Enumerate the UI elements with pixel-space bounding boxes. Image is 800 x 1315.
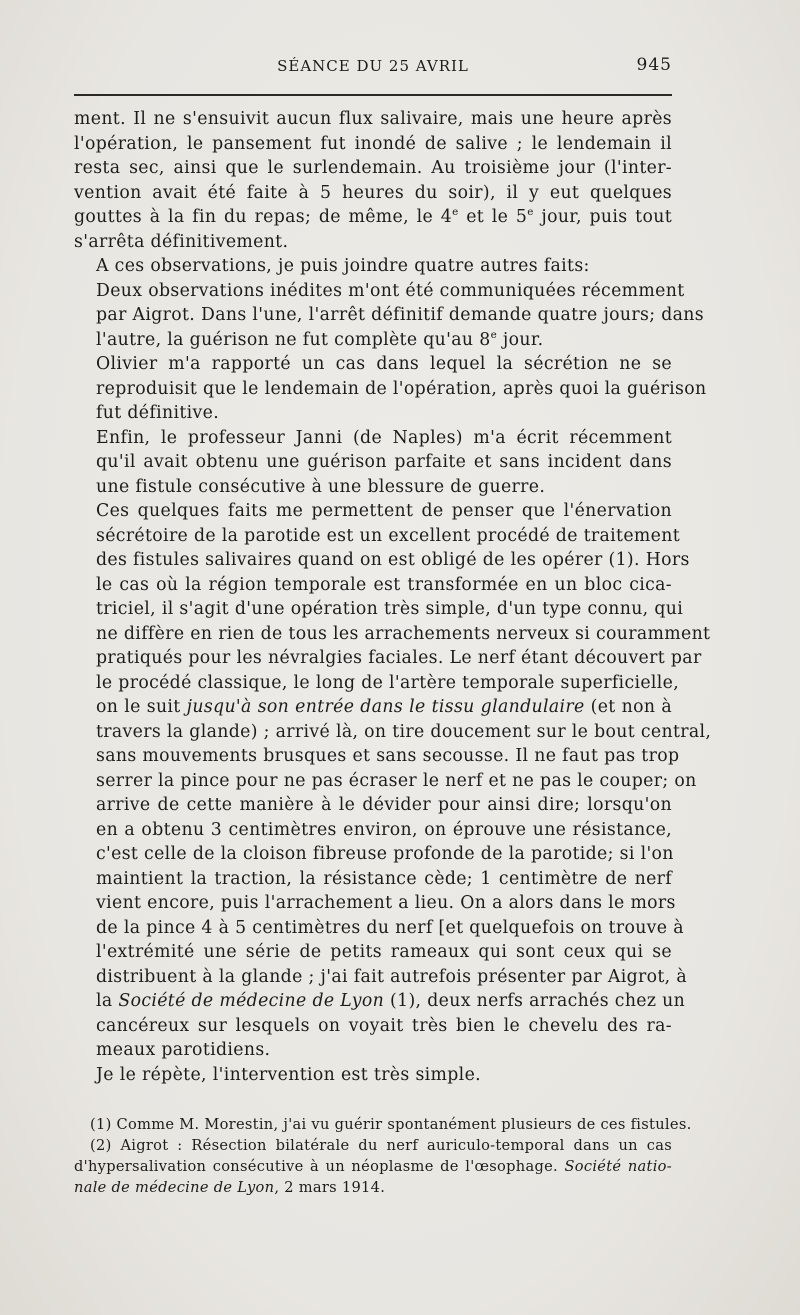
text-line: ne diffère en rien de tous les arrachements nerveux si couramment: [96, 623, 711, 644]
footnote-1: (1) Comme M. Morestin, j'ai vu guérir spontanément plusieurs de ces fistules.: [90, 1116, 692, 1133]
text-line: l'opération, le pansement fut inondé de salive ; le lendemain il: [74, 133, 672, 154]
text-line: vention avait été faite à 5 heures du soir), il y eut quelques: [74, 182, 672, 203]
running-title: SÉANCE DU 25 AVRIL: [277, 57, 469, 75]
text-line: triciel, il s'agit d'une opération très simple, d'un type connu, qui: [96, 599, 684, 619]
text-line: Je le répète, l'intervention est très simple.: [96, 1064, 481, 1085]
text-line: distribuent à la glande ; j'ai fait autrefois présenter par Aigrot, à: [96, 966, 688, 987]
page-number: 945: [636, 55, 672, 75]
text-line: gouttes à la fin du repas; de même, le 4e et le 5e jour, puis tout: [74, 206, 672, 227]
text-line: s'arrêta définitivement.: [74, 231, 289, 252]
paragraph-5: [74, 426, 672, 500]
footnote-2-line: d'hypersalivation consécutive à un néoplasme de l'œsophage. Société natio-: [74, 1158, 673, 1175]
text-line: qu'il avait obtenu une guérison parfaite et sans incident dans: [96, 452, 672, 472]
paragraph-6: [74, 499, 712, 1063]
text-line: maintient la traction, la résistance cède; 1 centimètre de nerf: [96, 868, 672, 889]
text-line: ment. Il ne s'ensuivit aucun flux salivaire, mais une heure après: [74, 109, 672, 129]
footnotes: [74, 1114, 692, 1198]
paragraph-7: [74, 1063, 672, 1088]
text-line: Ces quelques faits me permettent de penser que l'énervation: [96, 501, 672, 521]
text-line: la Société de médecine de Lyon (1), deux nerfs arrachés chez un: [96, 991, 686, 1011]
text-line: pratiqués pour les névralgies faciales. Le nerf étant découvert par: [96, 648, 702, 668]
text-line: le procédé classique, le long de l'artère temporale superficielle,: [96, 672, 680, 693]
text-line: des fistules salivaires quand on est obligé de les opérer (1). Hors: [96, 550, 690, 570]
text-line: en a obtenu 3 centimètres environ, on éprouve une résistance,: [96, 819, 672, 840]
text-line: on le suit jusqu'à son entrée dans le tissu glandulaire (et non à: [96, 697, 672, 717]
text-line: l'extrémité une série de petits rameaux qui sont ceux qui se: [96, 942, 672, 962]
text-line: sans mouvements brusques et sans secousse. Il ne faut pas trop: [96, 746, 680, 766]
text-line: A ces observations, je puis joindre quatre autres faits:: [96, 256, 590, 276]
text-line: Olivier m'a rapporté un cas dans lequel la sécrétion ne se: [96, 354, 672, 374]
text-line: reproduisit que le lendemain de l'opération, après quoi la guérison: [96, 378, 707, 399]
footnote-2-line: nale de médecine de Lyon, 2 mars 1914.: [74, 1179, 386, 1196]
text-line: de la pince 4 à 5 centimètres du nerf [et quelquefois on trouve à: [96, 917, 684, 938]
text-line: meaux parotidiens.: [96, 1040, 271, 1060]
text-line: vient encore, puis l'arrachement a lieu. On a alors dans le mors: [96, 893, 676, 913]
text-line: fut définitive.: [96, 403, 220, 423]
text-line: serrer la pince pour ne pas écraser le nerf et ne pas le couper; on: [96, 770, 697, 791]
text-line: le cas où la région temporale est transformée en un bloc cica-: [96, 574, 672, 595]
text-line: travers la glande) ; arrivé là, on tire doucement sur le bout central,: [96, 721, 712, 742]
text-line: sécrétoire de la parotide est un excellent procédé de traitement: [96, 525, 681, 546]
text-line: resta sec, ainsi que le surlendemain. Au troisième jour (l'inter-: [74, 158, 672, 178]
paragraph-2: [74, 254, 672, 279]
text-line: une fistule consécutive à une blessure de guerre.: [96, 476, 546, 497]
text-line: Deux observations inédites m'ont été communiquées récemment: [96, 280, 685, 301]
text-line: Enfin, le professeur Janni (de Naples) m'a écrit récemment: [96, 427, 672, 448]
page-header: [74, 55, 672, 81]
header-rule: [74, 94, 672, 96]
paragraph-4: [74, 352, 707, 426]
paragraph-3: [74, 279, 704, 353]
text-line: par Aigrot. Dans l'une, l'arrêt définitif demande quatre jours; dans: [96, 305, 704, 325]
paragraph-1: [74, 107, 672, 254]
text-line: c'est celle de la cloison fibreuse profonde de la parotide; si l'on: [96, 844, 674, 864]
text-line: cancéreux sur lesquels on voyait très bien le chevelu des ra-: [96, 1015, 672, 1036]
text-line: arrive de cette manière à le dévider pour ainsi dire; lorsqu'on: [96, 795, 672, 815]
text-line: l'autre, la guérison ne fut complète qu'au 8e jour.: [96, 328, 544, 350]
footnote-2-line: (2) Aigrot : Résection bilatérale du nerf auriculo-temporal dans un cas: [90, 1137, 672, 1154]
body-text: [74, 107, 712, 1087]
